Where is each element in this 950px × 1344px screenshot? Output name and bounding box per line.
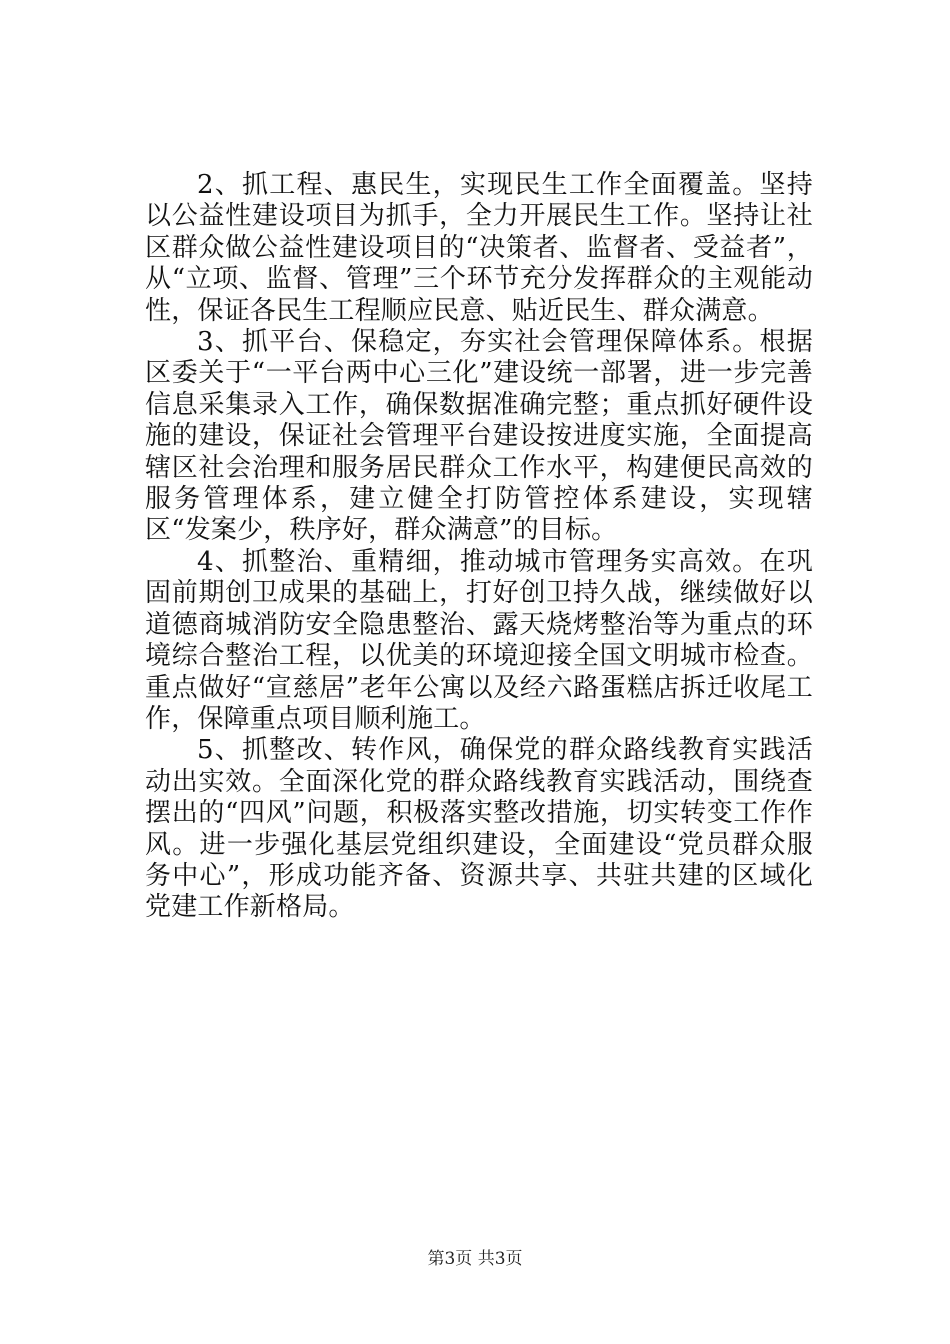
paragraph-2: 2、抓工程、惠民生，实现民生工作全面覆盖。坚持以公益性建设项目为抓手，全力开展民生工作。坚持让社区群众做公益性建设项目的“决策者、监督者、受益者”，从“立项、监督、管理”三个环节充分发挥群众的主观能动性，保证各民生工程顺应民意、贴近民生、群众满意。: [145, 170, 813, 326]
page-number-footer: 第3页 共3页: [427, 1249, 523, 1269]
paragraph-4: 4、抓整治、重精细，推动城市管理务实高效。在巩固前期创卫成果的基础上，打好创卫持久战，继续做好以道德商城消防安全隐患整治、露天烧烤整治等为重点的环境综合整治工程，以优美的环境迎接全国文明城市检查。重点做好“宣慈居”老年公寓以及经六路蛋糕店拆迁收尾工作，保障重点项目顺利施工。: [145, 546, 813, 734]
paragraph-5: 5、抓整改、转作风，确保党的群众路线教育实践活动出实效。全面深化党的群众路线教育实践活动，围绕查摆出的“四风”问题，积极落实整改措施，切实转变工作作风。进一步强化基层党组织建设，全面建设“党员群众服务中心”，形成功能齐备、资源共享、共驻共建的区域化党建工作新格局。: [145, 735, 813, 923]
document-body: [145, 170, 813, 924]
paragraph-3: 3、抓平台、保稳定，夯实社会管理保障体系。根据区委关于“一平台两中心三化”建设统一部署，进一步完善信息采集录入工作，确保数据准确完整；重点抓好硬件设施的建设，保证社会管理平台建设按进度实施，全面提高辖区社会治理和服务居民群众工作水平，构建便民高效的服务管理体系，建立健全打防管控体系建设，实现辖区“发案少，秩序好，群众满意”的目标。: [145, 327, 813, 546]
